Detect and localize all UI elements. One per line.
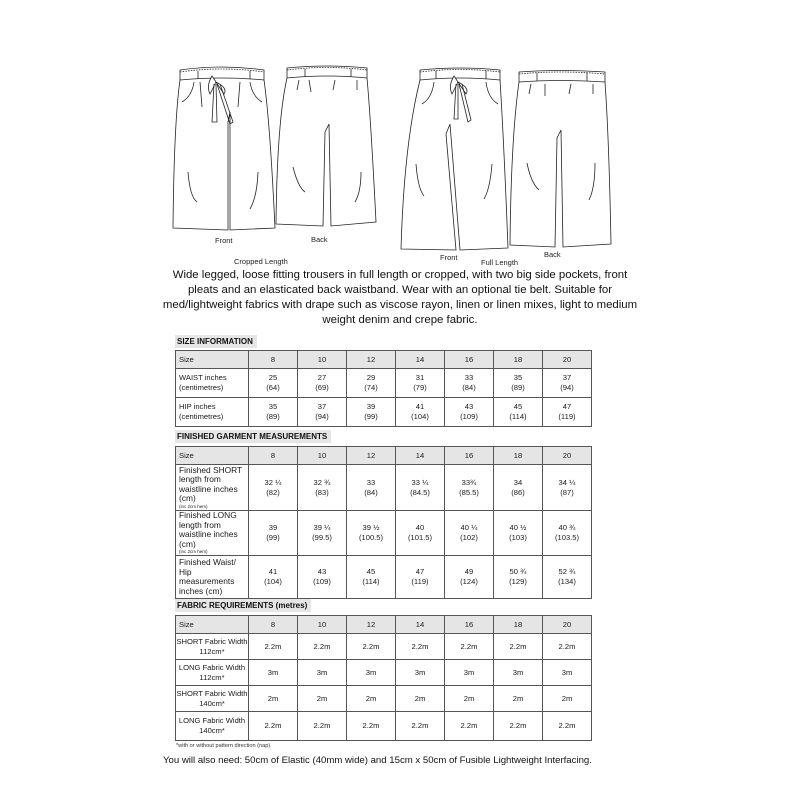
cell: 2m — [249, 686, 298, 712]
inches-value: 37 — [562, 373, 572, 382]
cm-value: (64) — [266, 383, 280, 392]
also-need-note: You will also need: 50cm of Elastic (40mm wide) and 15cm x 50cm of Fusible Lightweight Interfacing. — [163, 755, 592, 766]
cm-value: (86) — [511, 487, 525, 497]
cm-value: (89) — [511, 383, 525, 392]
table-header-row — [176, 616, 592, 634]
size-col: 20 — [543, 616, 592, 634]
cropped-length-caption: Cropped Length — [234, 257, 288, 266]
size-col: 20 — [543, 447, 592, 465]
inches-value: 43 — [317, 567, 327, 576]
cm-value: (104) — [264, 577, 282, 586]
table-row — [176, 465, 592, 511]
cm-value: (129) — [509, 577, 527, 586]
pattern-description: Wide legged, loose fitting trousers in full length or cropped, with two big side pockets, front pleats and an elasticated back waistband. Wear with an optional tie belt. Suitable for med/lightweight fabrics with drape such as viscose rayon, linen or linen mixes, light to medium weight denim and crepe fabric. — [162, 269, 638, 326]
row-label: Finished LONG length from waistline inches (cm) — [179, 510, 238, 549]
fabric-requirements-heading: FABRIC REQUIREMENTS (metres) — [175, 599, 311, 612]
inches-value: 29 — [366, 373, 376, 382]
cell — [298, 511, 347, 556]
size-header: Size — [176, 351, 249, 369]
cm-value: (102) — [460, 533, 478, 542]
cell: 2.2m — [494, 712, 543, 741]
cell — [494, 511, 543, 556]
table-header-row — [176, 351, 592, 369]
fabric-footnote: *with or without pattern direction (nap) — [176, 743, 271, 749]
cell: 2.2m — [249, 634, 298, 660]
size-col: 10 — [298, 616, 347, 634]
inches-value: 41 — [415, 402, 425, 411]
cm-value: (85.5) — [459, 487, 479, 497]
cm-value: (114) — [509, 412, 527, 421]
cm-value: (82) — [266, 487, 280, 497]
cell: 2m — [494, 686, 543, 712]
cell — [445, 511, 494, 556]
inches-value: 35 — [513, 373, 523, 382]
inches-value: 33 — [366, 477, 376, 487]
cell — [445, 465, 494, 511]
cell — [396, 556, 445, 599]
row-label-cell — [176, 511, 249, 556]
cm-value: (83) — [315, 487, 329, 497]
cell: 2.2m — [396, 712, 445, 741]
cell — [494, 556, 543, 599]
cell — [298, 556, 347, 599]
inches-value: 45 — [513, 402, 523, 411]
cell: 2.2m — [494, 634, 543, 660]
cell: 2.2m — [543, 712, 592, 741]
cm-value: (99) — [364, 412, 378, 421]
full-length-caption: Full Length — [481, 258, 519, 267]
cell: 2.2m — [249, 712, 298, 741]
table-row — [176, 556, 592, 599]
inches-value: 32 ¾ — [313, 477, 331, 487]
cm-value: (79) — [413, 383, 427, 392]
cell: 3m — [445, 660, 494, 686]
inches-value: 37 — [317, 402, 327, 411]
table-row — [176, 712, 592, 741]
size-header: Size — [176, 616, 249, 634]
inches-value: 39 — [268, 523, 278, 532]
row-label: Finished SHORT length from waistline inches (cm) — [179, 464, 242, 503]
cell — [249, 465, 298, 511]
cell — [347, 511, 396, 556]
size-col: 12 — [347, 351, 396, 369]
cropped-front-illustration — [170, 62, 276, 237]
size-col: 18 — [494, 616, 543, 634]
size-header: Size — [176, 447, 249, 465]
cell — [347, 556, 396, 599]
cell — [396, 398, 445, 427]
size-col: 18 — [494, 447, 543, 465]
size-col: 18 — [494, 351, 543, 369]
cell: 2.2m — [445, 712, 494, 741]
table-row — [176, 660, 592, 686]
cm-value: (99.5) — [312, 533, 332, 542]
inches-value: 33 — [464, 373, 474, 382]
cm-value: (104) — [411, 412, 429, 421]
inches-value: 52 ¾ — [558, 567, 576, 576]
inches-value: 43 — [464, 402, 474, 411]
size-col: 16 — [445, 616, 494, 634]
cell — [543, 511, 592, 556]
inches-value: 47 — [562, 402, 572, 411]
cell — [396, 465, 445, 511]
cell — [543, 465, 592, 511]
row-label: WAIST inches (centimetres) — [176, 369, 249, 398]
cell — [445, 369, 494, 398]
row-label: Finished Waist/ Hip measurements inches (cm) — [179, 557, 236, 596]
table-header-row — [176, 447, 592, 465]
cm-value: (84) — [364, 487, 378, 497]
cell — [494, 398, 543, 427]
cm-value: (84.5) — [410, 487, 430, 497]
cell — [298, 369, 347, 398]
inches-value: 27 — [317, 373, 327, 382]
cell — [249, 369, 298, 398]
cell — [396, 511, 445, 556]
fabric-requirements-table — [175, 615, 592, 741]
cell — [445, 398, 494, 427]
size-col: 16 — [445, 447, 494, 465]
cm-value: (103.5) — [554, 533, 580, 542]
cm-value: (74) — [364, 383, 378, 392]
cm-value: (114) — [362, 577, 380, 586]
inches-value: 40 ½ — [509, 523, 527, 532]
cell — [347, 398, 396, 427]
cell — [396, 369, 445, 398]
cm-value: (94) — [560, 383, 574, 392]
cropped-back-illustration — [273, 62, 379, 237]
cell: 3m — [543, 660, 592, 686]
row-label: SHORT Fabric Width 140cm* — [176, 686, 249, 712]
cell: 2.2m — [347, 712, 396, 741]
size-col: 16 — [445, 351, 494, 369]
row-sublabel: (inc 2cm hem) — [179, 503, 208, 509]
inches-value: 33¾ — [461, 477, 477, 487]
inches-value: 40 ¾ — [558, 523, 576, 532]
size-col: 14 — [396, 447, 445, 465]
cm-value: (69) — [315, 383, 329, 392]
cell — [494, 369, 543, 398]
cell: 2m — [543, 686, 592, 712]
cell: 3m — [298, 660, 347, 686]
cell: 3m — [249, 660, 298, 686]
cell: 3m — [347, 660, 396, 686]
cell: 3m — [494, 660, 543, 686]
cm-value: (109) — [460, 412, 478, 421]
cm-value: (100.5) — [358, 533, 384, 542]
inches-value: 31 — [415, 373, 425, 382]
size-col: 8 — [249, 447, 298, 465]
inches-value: 25 — [268, 373, 278, 382]
cell: 2.2m — [445, 634, 494, 660]
cell — [494, 465, 543, 511]
cell — [543, 398, 592, 427]
cm-value: (89) — [266, 412, 280, 421]
table-row — [176, 511, 592, 556]
cell: 2.2m — [298, 712, 347, 741]
cell: 3m — [396, 660, 445, 686]
size-col: 12 — [347, 616, 396, 634]
row-label: SHORT Fabric Width 112cm* — [176, 634, 249, 660]
inches-value: 35 — [268, 402, 278, 411]
cell — [249, 511, 298, 556]
inches-value: 34 ¼ — [558, 477, 576, 487]
inches-value: 47 — [415, 567, 425, 576]
row-label-cell — [176, 465, 249, 511]
inches-value: 39 — [366, 402, 376, 411]
inches-value: 50 ¾ — [509, 567, 527, 576]
cell: 2m — [347, 686, 396, 712]
cm-value: (134) — [558, 577, 576, 586]
cm-value: (101.5) — [407, 533, 433, 542]
table-row — [176, 634, 592, 660]
row-label: LONG Fabric Width 112cm* — [176, 660, 249, 686]
cm-value: (84) — [462, 383, 476, 392]
inches-value: 33 ¼ — [411, 477, 429, 487]
full-back-illustration — [505, 68, 613, 253]
cell — [347, 369, 396, 398]
inches-value: 45 — [366, 567, 376, 576]
size-col: 8 — [249, 351, 298, 369]
row-label: HIP inches (centimetres) — [176, 398, 249, 427]
full-front-illustration — [398, 64, 510, 254]
row-label: LONG Fabric Width 140cm* — [176, 712, 249, 741]
cell — [347, 465, 396, 511]
row-sublabel: (inc 2cm hem) — [179, 549, 208, 554]
size-col: 12 — [347, 447, 396, 465]
cell — [543, 369, 592, 398]
cm-value: (109) — [313, 577, 331, 586]
cm-value: (103) — [509, 533, 527, 542]
inches-value: 34 — [513, 477, 523, 487]
cell — [543, 556, 592, 599]
table-row — [176, 686, 592, 712]
cell: 2m — [298, 686, 347, 712]
inches-value: 40 ¼ — [460, 523, 478, 532]
inches-value: 39 ¼ — [313, 523, 331, 532]
cell — [298, 398, 347, 427]
finished-measurements-table — [175, 446, 592, 599]
inches-value: 40 — [415, 523, 425, 532]
cell — [445, 556, 494, 599]
size-col: 10 — [298, 447, 347, 465]
size-information-heading: SIZE INFORMATION — [175, 335, 257, 348]
cropped-front-label: Front — [215, 236, 233, 245]
size-col: 8 — [249, 616, 298, 634]
inches-value: 49 — [464, 567, 474, 576]
cell: 2.2m — [396, 634, 445, 660]
size-information-table — [175, 350, 592, 427]
cm-value: (119) — [558, 412, 576, 421]
cm-value: (119) — [411, 577, 429, 586]
finished-measurements-heading: FINISHED GARMENT MEASUREMENTS — [175, 430, 331, 443]
inches-value: 41 — [268, 567, 278, 576]
cell: 2.2m — [347, 634, 396, 660]
cell: 2m — [445, 686, 494, 712]
cell — [298, 465, 347, 511]
cell: 2m — [396, 686, 445, 712]
row-label-cell — [176, 556, 249, 599]
cell: 2.2m — [543, 634, 592, 660]
table-row — [176, 398, 592, 427]
size-col: 14 — [396, 616, 445, 634]
cell: 2.2m — [298, 634, 347, 660]
size-col: 10 — [298, 351, 347, 369]
full-front-label: Front — [440, 253, 458, 262]
inches-value: 39 ½ — [362, 523, 380, 532]
cm-value: (94) — [315, 412, 329, 421]
cell — [249, 556, 298, 599]
cropped-back-label: Back — [311, 235, 328, 244]
size-col: 20 — [543, 351, 592, 369]
full-back-label: Back — [544, 250, 561, 259]
cm-value: (99) — [266, 533, 280, 542]
table-row — [176, 369, 592, 398]
cell — [249, 398, 298, 427]
size-col: 14 — [396, 351, 445, 369]
inches-value: 32 ¼ — [264, 477, 282, 487]
cm-value: (124) — [460, 577, 478, 586]
cm-value: (87) — [560, 487, 574, 497]
